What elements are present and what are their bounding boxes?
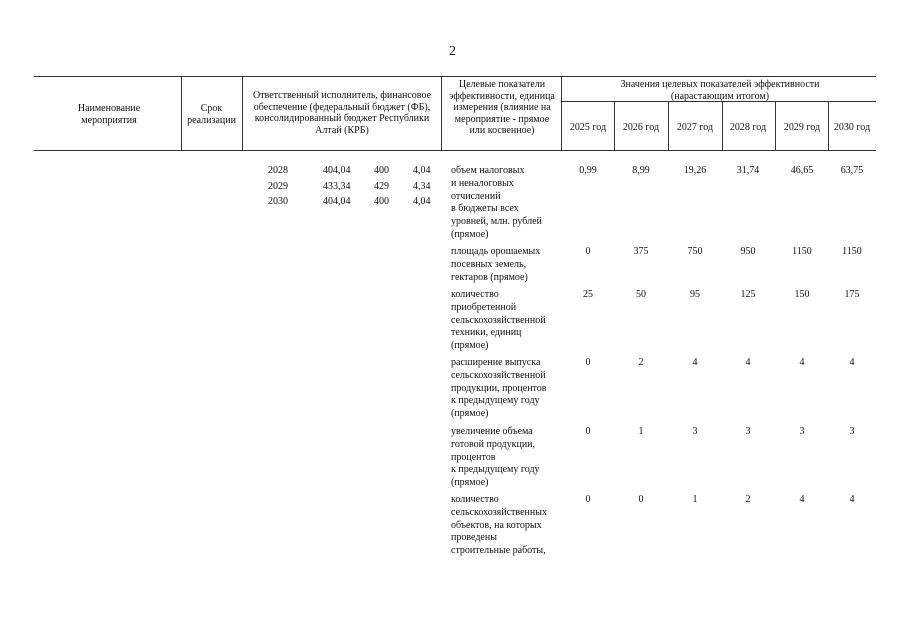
year-header: 2026 год [622,122,660,133]
indicator-value: 3 [692,426,698,437]
indicator-value: 0 [585,357,591,368]
indicator-value: 1150 [842,246,862,257]
indicator-value: 750 [687,246,703,257]
header-name: Наименование мероприятия [77,103,141,126]
indicator-value: 0 [585,494,591,505]
financing-total: 404,04 [323,196,351,207]
indicator-value: 1 [638,426,644,437]
indicator-value: 3 [799,426,805,437]
header-executor: Ответственный исполнитель, финансовое обеспечение (федеральный бюджет (ФБ), консолидированный бюджет Республики Алтай (КРБ) [252,90,432,136]
indicator-value: 8,99 [632,165,650,176]
indicator-value: 950 [740,246,756,257]
financing-year: 2028 [268,165,288,176]
indicator-value: 1 [692,494,698,505]
indicator-value: 95 [690,289,700,300]
indicator-value: 125 [740,289,756,300]
financing-total: 433,34 [323,180,351,192]
col-divider [441,76,442,150]
indicator-value: 25 [583,289,593,300]
financing-row [268,165,468,181]
year-header: 2028 год [729,122,767,133]
col-divider [242,76,243,150]
financing-krb: 4,34 [413,180,431,192]
indicator-label: количество приобретенной сельскохозяйственной техники, единиц (прямое) [451,289,546,352]
indicator-value: 4 [799,494,805,505]
financing-year: 2029 [268,180,288,192]
indicator-value: 3 [849,426,855,437]
header-term: Срок реализации [187,103,236,126]
indicator-label: увеличение объема готовой продукции, процентов к предыдущему году (прямое) [451,426,540,489]
indicator-value: 2 [638,357,644,368]
header-bottom-border [34,150,876,151]
indicator-value: 4 [745,357,751,368]
indicator-value: 1150 [792,246,812,257]
year-header: 2030 год [833,122,871,133]
indicator-label: объем налоговых и неналоговых отчислений в бюджеты всех уровней, млн. рублей (прямое) [451,165,542,240]
year-header: 2027 год [676,122,714,133]
financing-krb: 4,04 [413,196,431,207]
financing-total: 404,04 [323,165,351,176]
year-header: 2029 год [783,122,821,133]
indicator-value: 4 [849,494,855,505]
financing-krb: 4,04 [413,165,431,176]
indicator-value: 3 [745,426,751,437]
financing-year: 2030 [268,196,288,207]
indicator-value: 0 [638,494,644,505]
indicator-value: 4 [849,357,855,368]
indicator-value: 63,75 [840,165,864,176]
header-values-group: Значения целевых показателей эффективности (нарастающим итогом) [620,79,820,102]
financing-fb: 400 [374,196,389,207]
indicator-value: 46,65 [790,165,814,176]
indicator-value: 150 [794,289,810,300]
indicator-value: 50 [636,289,646,300]
indicator-value: 0 [585,426,591,437]
indicator-value: 4 [692,357,698,368]
indicator-value: 0,99 [579,165,597,176]
table-top-border [34,76,876,77]
col-divider [561,76,562,150]
year-header: 2025 год [569,122,607,133]
financing-row [268,181,468,197]
financing-fb: 429 [374,180,389,192]
indicator-label: площадь орошаемых посевных земель, гектаров (прямое) [451,246,541,283]
indicator-value: 0 [585,246,591,257]
financing-row [268,196,468,212]
indicator-value: 175 [844,289,860,300]
indicator-value: 19,26 [683,165,707,176]
financing-fb: 400 [374,165,389,176]
indicator-value: 4 [799,357,805,368]
indicator-value: 375 [633,246,649,257]
indicator-label: расширение выпуска сельскохозяйственной продукции, процентов к предыдущему году (прямое) [451,357,547,420]
indicator-value: 2 [745,494,751,505]
page-number: 2 [449,44,456,59]
header-indicators: Целевые показатели эффективности, единица измерения (влияние на мероприятие - прямое или косвенное) [449,79,555,136]
indicator-value: 31,74 [736,165,760,176]
indicator-label: количество сельскохозяйственных объектов, на которых проведены строительные работы, [451,494,547,557]
